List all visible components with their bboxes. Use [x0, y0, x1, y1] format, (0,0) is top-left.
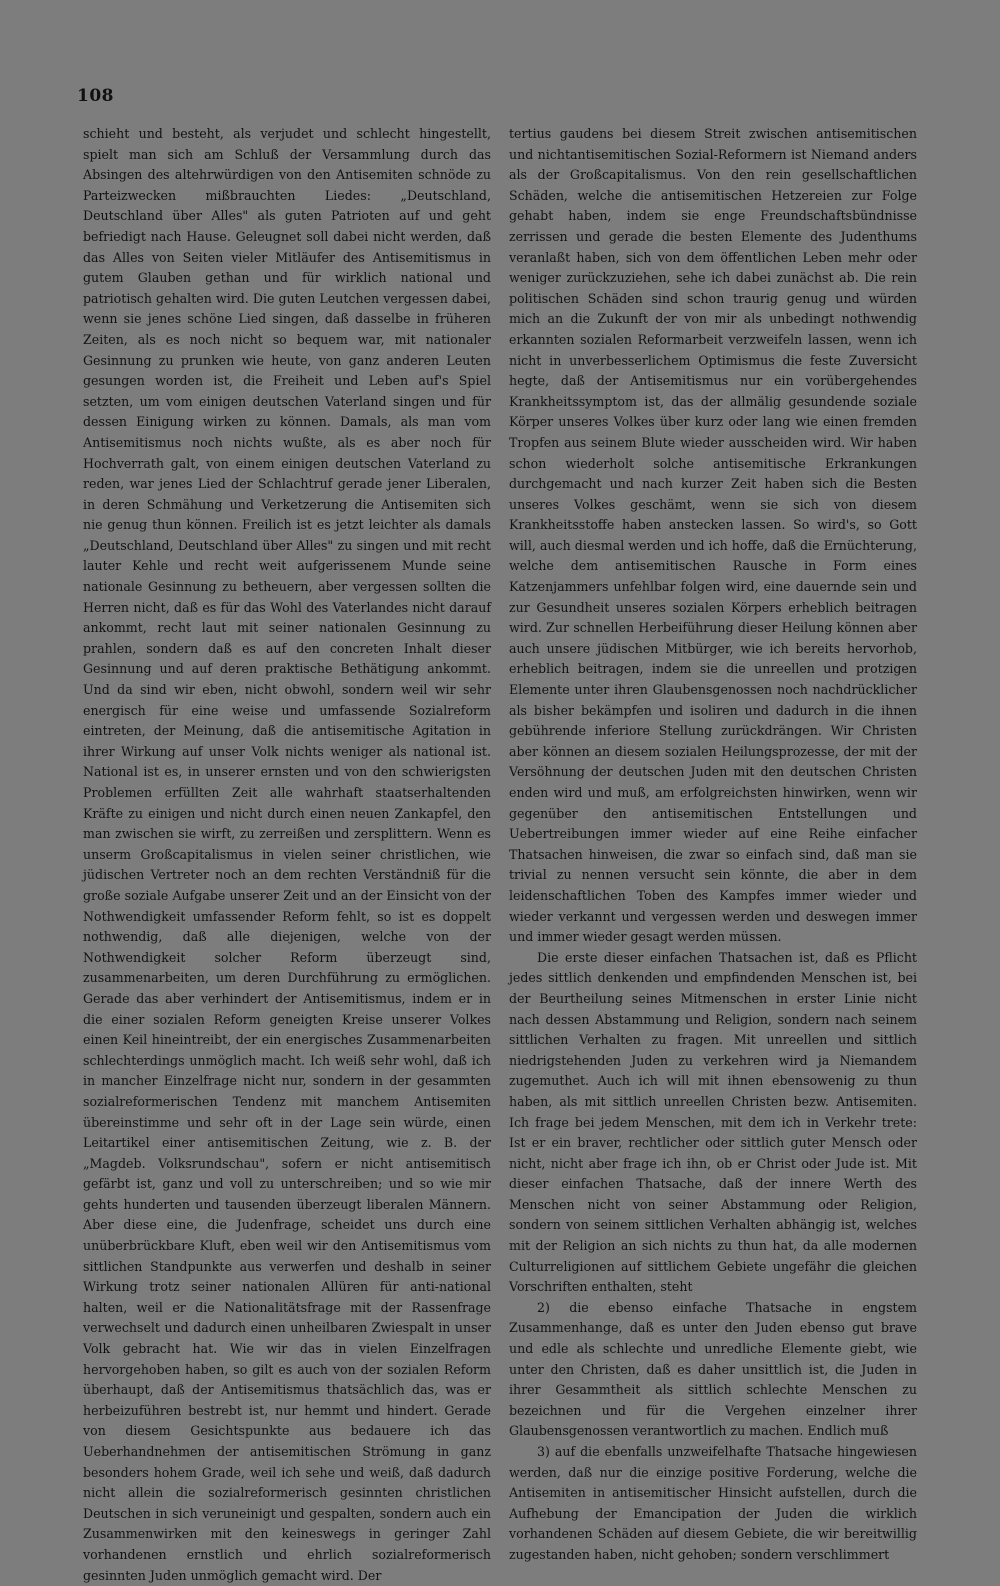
- right-column-paragraph-3: 2) die ebenso einfache Thatsache in engstem Zusammenhange, daß es unter den Juden ebenso gut brave und edle als schlechte und unredliche Elemente giebt, wie unter den Christen, daß es daher unsittlich ist, die Juden in ihrer Gesammtheit als sittlich schlechte Menschen zu bezeichnen und für die Vergehen einzelner ihrer Glaubensgenossen verantwortlich zu machen. Endlich muß: [509, 1299, 917, 1439]
- right-column-paragraph-1: tertius gaudens bei diesem Streit zwischen antisemitischen und nichtantisemitischen Sozial-Reformern ist Niemand anders als der Großcapitalismus. Von den rein gesellschaftlichen Schäden, welche die antisemitischen Hetzereien zur Folge gehabt haben, indem sie enge Freundschaftsbündnisse zerrissen und gerade die besten Elemente des Judenthums veranlaßt haben, sich von dem öffentlichen Leben mehr oder weniger zurückzuziehen, sehe ich dabei zunächst ab. Die rein politischen Schäden sind schon traurig genug und würden mich an die Zukunft der von mir als unbedingt nothwendig erkannten sozialen Reformarbeit verzweifeln lassen, wenn ich nicht in unverbesserlichem Optimismus die feste Zuversicht hegte, daß der Antisemitismus nur ein vorübergehendes Krankheitssymptom ist, das der allmälig gesundende soziale Körper unseres Volkes über kurz oder lang wie einen fremden Tropfen aus seinem Blute wieder ausscheiden wird. Wir haben schon wiederholt solche antisemitische Erkrankungen durchgemacht und nach kurzer Zeit haben sich die Besten unseres Volkes geschämt, wenn sie sich von diesem Krankheitsstoffe haben anstecken lassen. So wird's, so Gott will, auch diesmal werden und ich hoffe, daß die Ernüchterung, welche dem antisemitischen Rausche in Form eines Katzenjammers unfehlbar folgen wird, eine dauernde sein und zur Gesundheit unseres sozialen Körpers erheblich beitragen wird. Zur schnellen Herbeiführung dieser Heilung können aber auch unsere jüdischen Mitbürger, wie ich bereits hervorhob, erheblich beitragen, indem sie die unreellen und protzigen Elemente unter ihren Glaubensgenossen noch nachdrücklicher als bisher bekämpfen und isoliren und dadurch in die ihnen gebührende inferiore Stellung zurückdrängen. Wir Christen aber können an diesem sozialen Heilungsprozesse, der mit der Versöhnung der deutschen Juden mit den deutschen Christen enden wird und muß, am erfolgreichsten hinwirken, wenn wir gegenüber den antisemitischen Entstellungen und Uebertreibungen immer wieder auf eine Reihe einfacher Thatsachen hinweisen, die zwar so einfach sind, daß man sie trivial zu nennen versucht sein könnte, die aber in dem leidenschaftlichen Toben des Kampfes immer wieder und wieder verkannt und vergessen werden und deswegen immer und immer wieder gesagt werden müssen.: [509, 126, 917, 945]
- right-column-paragraph-2: Die erste dieser einfachen Thatsachen ist, daß es Pflicht jedes sittlich denkenden und empfindenden Menschen ist, bei der Beurtheilung seines Mitmenschen in erster Linie nicht nach dessen Abstammung und Religion, sondern nach seinem sittlichen Verhalten zu fragen. Mit unreellen und sittlich niedrigstehenden Juden zu verkehren wird ja Niemandem zugemuthet. Auch ich will mit ihnen ebensowenig zu thun haben, als mit sittlich unreellen Christen bezw. Antisemiten. Ich frage bei jedem Menschen, mit dem ich in Verkehr trete: Ist er ein braver, rechtlicher oder sittlich guter Mensch oder nicht, nicht aber frage ich ihn, ob er Christ oder Jude ist. Mit dieser einfachen Thatsache, daß der innere Werth des Menschen nicht von seiner Abstammung oder Religion, sondern von seinem sittlichen Verhalten abhängig ist, welches mit der Religion an sich nichts zu thun hat, da alle modernen Culturreligionen auf sittlichem Gebiete ungefähr die gleichen Vorschriften enthalten, steht: [509, 949, 917, 1295]
- right-column: [509, 124, 917, 1566]
- right-column-paragraph-4: 3) auf die ebenfalls unzweifelhafte Thatsache hingewiesen werden, daß nur die einzige positive Forderung, welche die Antisemiten in antisemitischer Hinsicht aufstellen, durch die Aufhebung der Emancipation der Juden die wirklich vorhandenen Schäden auf diesem Gebiete, die wir bereitwillig zugestanden haben, nicht gehoben; sondern verschlimmert: [509, 1444, 917, 1562]
- left-column-paragraph: schieht und besteht, als verjudet und schlecht hingestellt, spielt man sich am Schluß der Versammlung durch das Absingen des altehrwürdigen von den Antisemiten schnöde zu Parteizwecken mißbrauchten Liedes: „Deutschland, Deutschland über Alles" als guten Patrioten auf und geht befriedigt nach Hause. Geleugnet soll dabei nicht werden, daß das Alles von Seiten vieler Mitläufer des Antisemitismus in gutem Glauben gethan und für wirklich national und patriotisch gehalten wird. Die guten Leutchen vergessen dabei, wenn sie jenes schöne Lied singen, daß dasselbe in früheren Zeiten, als es noch nicht so bequem war, mit nationaler Gesinnung zu prunken wie heute, von ganz anderen Leuten gesungen worden ist, die Freiheit und Leben auf's Spiel setzten, um vom einigen deutschen Vaterland singen und für dessen Einigung wirken zu können. Damals, als man vom Antisemitismus noch nichts wußte, als es aber noch für Hochverrath galt, von einem einigen deutschen Vaterland zu reden, war jenes Lied der Schlachtruf gerade jener Liberalen, in deren Schmähung und Verketzerung die Antisemiten sich nie genug thun können. Freilich ist es jetzt leichter als damals „Deutschland, Deutschland über Alles" zu singen und mit recht lauter Kehle und recht weit aufgerissenem Munde seine nationale Gesinnung zu betheuern, aber vergessen sollten die Herren nicht, daß es für das Wohl des Vaterlandes nicht darauf ankommt, recht laut mit seiner nationalen Gesinnung zu prahlen, sondern daß es auf den concreten Inhalt dieser Gesinnung und auf deren praktische Bethätigung ankommt. Und da sind wir eben, nicht obwohl, sondern weil wir sehr energisch für eine weise und umfassende Sozialreform eintreten, der Meinung, daß die antisemitische Agitation in ihrer Wirkung auf unser Volk nichts weniger als national ist. National ist es, in unserer ernsten und von den schwierigsten Problemen erfüllten Zeit alle wahrhaft staatserhaltenden Kräfte zu einigen und nicht durch einen neuen Zankapfel, den man zwischen sie wirft, zu zerreißen und zersplittern. Wenn es unserm Großcapitalismus in vielen seiner christlichen, wie jüdischen Vertreter noch an dem rechten Verständniß für die große soziale Aufgabe unserer Zeit und an der Einsicht von der Nothwendigkeit umfassender Reform fehlt, so ist es doppelt nothwendig, daß alle diejenigen, welche von der Nothwendigkeit solcher Reform überzeugt sind, zusammenarbeiten, um deren Durchführung zu ermöglichen. Gerade das aber verhindert der Antisemitismus, indem er in die einer sozialen Reform geneigten Kreise unserer Volkes einen Keil hineintreibt, der ein energisches Zusammenarbeiten schlechterdings unmöglich macht. Ich weiß sehr wohl, daß ich in mancher Einzelfrage nicht nur, sondern in der gesammten sozialreformerischen Tendenz mit manchem Antisemiten übereinstimme und sehr oft in der Lage sein würde, einen Leitartikel einer antisemitischen Zeitung, wie z. B. der „Magdeb. Volksrundschau", sofern er nicht antisemitisch gefärbt ist, ganz und voll zu unterschreiben; und so wie mir gehts hunderten und tausenden überzeugt liberalen Männern. Aber diese eine, die Judenfrage, scheidet uns durch eine unüberbrückbare Kluft, eben weil wir den Antisemitismus vom sittlichen Standpunkte aus verwerfen und deshalb in seiner Wirkung trotz seiner nationalen Allüren für anti-national halten, weil er die Nationalitätsfrage mit der Rassenfrage verwechselt und dadurch einen unheilbaren Zwiespalt in unser Volk gebracht hat. Wie wir das in vielen Einzelfragen hervorgehoben haben, so gilt es auch von der sozialen Reform überhaupt, daß der Antisemitismus thatsächlich das, was er herbeizuführen bestrebt ist, nur hemmt und hindert. Gerade von diesem Gesichtspunkte aus bedauere ich das Ueberhandnehmen der antisemitischen Strömung in ganz besonders hohem Grade, weil ich sehe und weiß, daß dadurch nicht allein die sozialreformerisch gesinnten christlichen Deutschen in sich veruneinigt und gespalten, sondern auch ein Zusammenwirken mit den keineswegs in geringer Zahl vorhandenen ernstlich und ehrlich sozialreformerisch gesinnten Juden unmöglich gemacht wird. Der: [83, 126, 491, 1583]
- left-column: [83, 124, 491, 1586]
- page-number: 108: [77, 86, 114, 106]
